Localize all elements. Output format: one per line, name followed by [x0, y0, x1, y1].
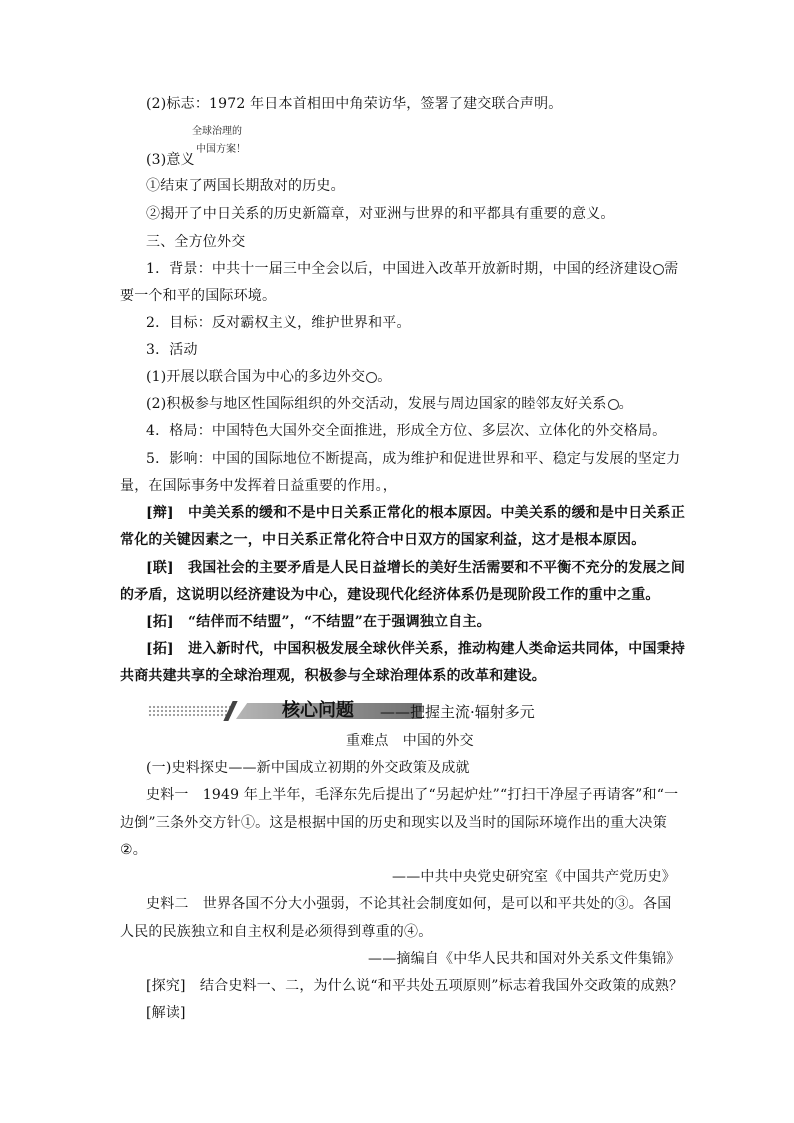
banner-subtitle: ——把握主流·辐射多元 [380, 703, 535, 721]
text-line: ②揭开了中日关系的历史新篇章，对亚洲与世界的和平都具有重要的意义。 [146, 206, 615, 222]
section-heading: 三、全方位外交 [146, 234, 246, 250]
source-citation: ——摘编自《中华人民共和国对外关系文件集锦》 [368, 951, 681, 967]
text-segment: (2)积极参与地区性国际组织的外交活动，发展与周边国家的睦邻友好关系 [146, 396, 607, 412]
text-segment: 1．背景：中共十一届三中全会以后，中国进入改革开放新时期，中国的经济建设 [146, 261, 653, 277]
text-line: ②。 [120, 842, 147, 858]
text-line: 量，在国际事务中发挥着日益重要的作用。， [120, 478, 397, 494]
handwritten-note-line1: 全球治理的 [192, 126, 242, 137]
text-line: 人民的民族独立和自主权利是必须得到尊重的④。 [120, 924, 433, 940]
annotation-marker-icon [366, 372, 377, 383]
annotation-marker-icon [653, 264, 664, 275]
text-line: 史料二 世界各国不分大小强弱，不论其社会制度如何，是可以和平共处的③。各国 [146, 896, 672, 912]
subsection-title: 重难点 中国的外交 [346, 733, 474, 749]
text-segment: 需 [664, 261, 679, 277]
text-line: 常化的关键因素之一，中日关系正常化符合中日双方的国家利益，这才是根本原因。 [120, 532, 646, 548]
text-segment: 。 [377, 369, 392, 385]
text-line: (3)意义 [146, 152, 195, 168]
text-line: 的矛盾，这说明以经济建设为中心，建设现代化经济体系仍是现阶段工作的重中之重。 [120, 587, 660, 603]
annotation-marker-icon [608, 399, 619, 410]
handwritten-note-line2: 中国方案！ [196, 144, 246, 155]
text-line: 2．目标：反对霸权主义，维护世界和平。 [146, 315, 411, 331]
section-banner [148, 698, 618, 724]
text-line: 4．格局：中国特色大国外交全面推进，形成全方位、多层次、立体化的外交格局。 [146, 423, 667, 439]
text-line: 史料一 1949 年上半年，毛泽东先后提出了“另起炉灶”“打扫干净屋子再请客”和“一 [146, 787, 679, 803]
text-line: ①结束了两国长期敌对的历史。 [146, 178, 345, 194]
text-line: [解读] [146, 1005, 186, 1021]
text-line: [联] 我国社会的主要矛盾是人民日益增长的美好生活需要和不平衡不充分的发展之间 [146, 560, 686, 576]
source-citation: ——中共中央党史研究室《中国共产党历史》 [392, 869, 676, 885]
text-line: 共商共建共享的全球治理观，积极参与全球治理体系的改革和建设。 [120, 668, 546, 684]
text-line: 3．活动 [146, 342, 198, 358]
text-line: [探究] 结合史料一、二，为什么说“和平共处五项原则”标志着我国外交政策的成熟？ [146, 978, 684, 994]
text-line: 要一个和平的国际环境。 [120, 288, 277, 304]
text-line [146, 259, 678, 279]
text-line: 边倒”三条外交方针①。这是根据中国的历史和现实以及当时的国际环境作出的重大决策 [120, 815, 667, 831]
text-segment: 。 [618, 396, 633, 412]
text-line [146, 367, 391, 387]
text-line: (一)史料探史——新中国成立初期的外交政策及成就 [146, 760, 470, 776]
banner-dot-pattern [148, 705, 233, 717]
text-line: [拓] “结伴而不结盟”，“不结盟”在于强调独立自主。 [146, 614, 491, 630]
text-line: (2)标志：1972 年日本首相田中角荣访华，签署了建交联合声明。 [146, 96, 563, 112]
banner-title: 核心问题 [282, 700, 354, 721]
text-segment: (1)开展以联合国为中心的多边外交 [146, 369, 366, 385]
text-line: [辩] 中美关系的缓和不是中日关系正常化的根本原因。中美关系的缓和是中日关系正 [146, 505, 686, 521]
text-line: 5．影响：中国的国际地位不断提高，成为维护和促进世界和平、稳定与发展的坚定力 [146, 451, 681, 467]
text-line [146, 394, 633, 414]
text-line: [拓] 进入新时代，中国积极发展全球伙伴关系，推动构建人类命运共同体，中国秉持 [146, 641, 686, 657]
